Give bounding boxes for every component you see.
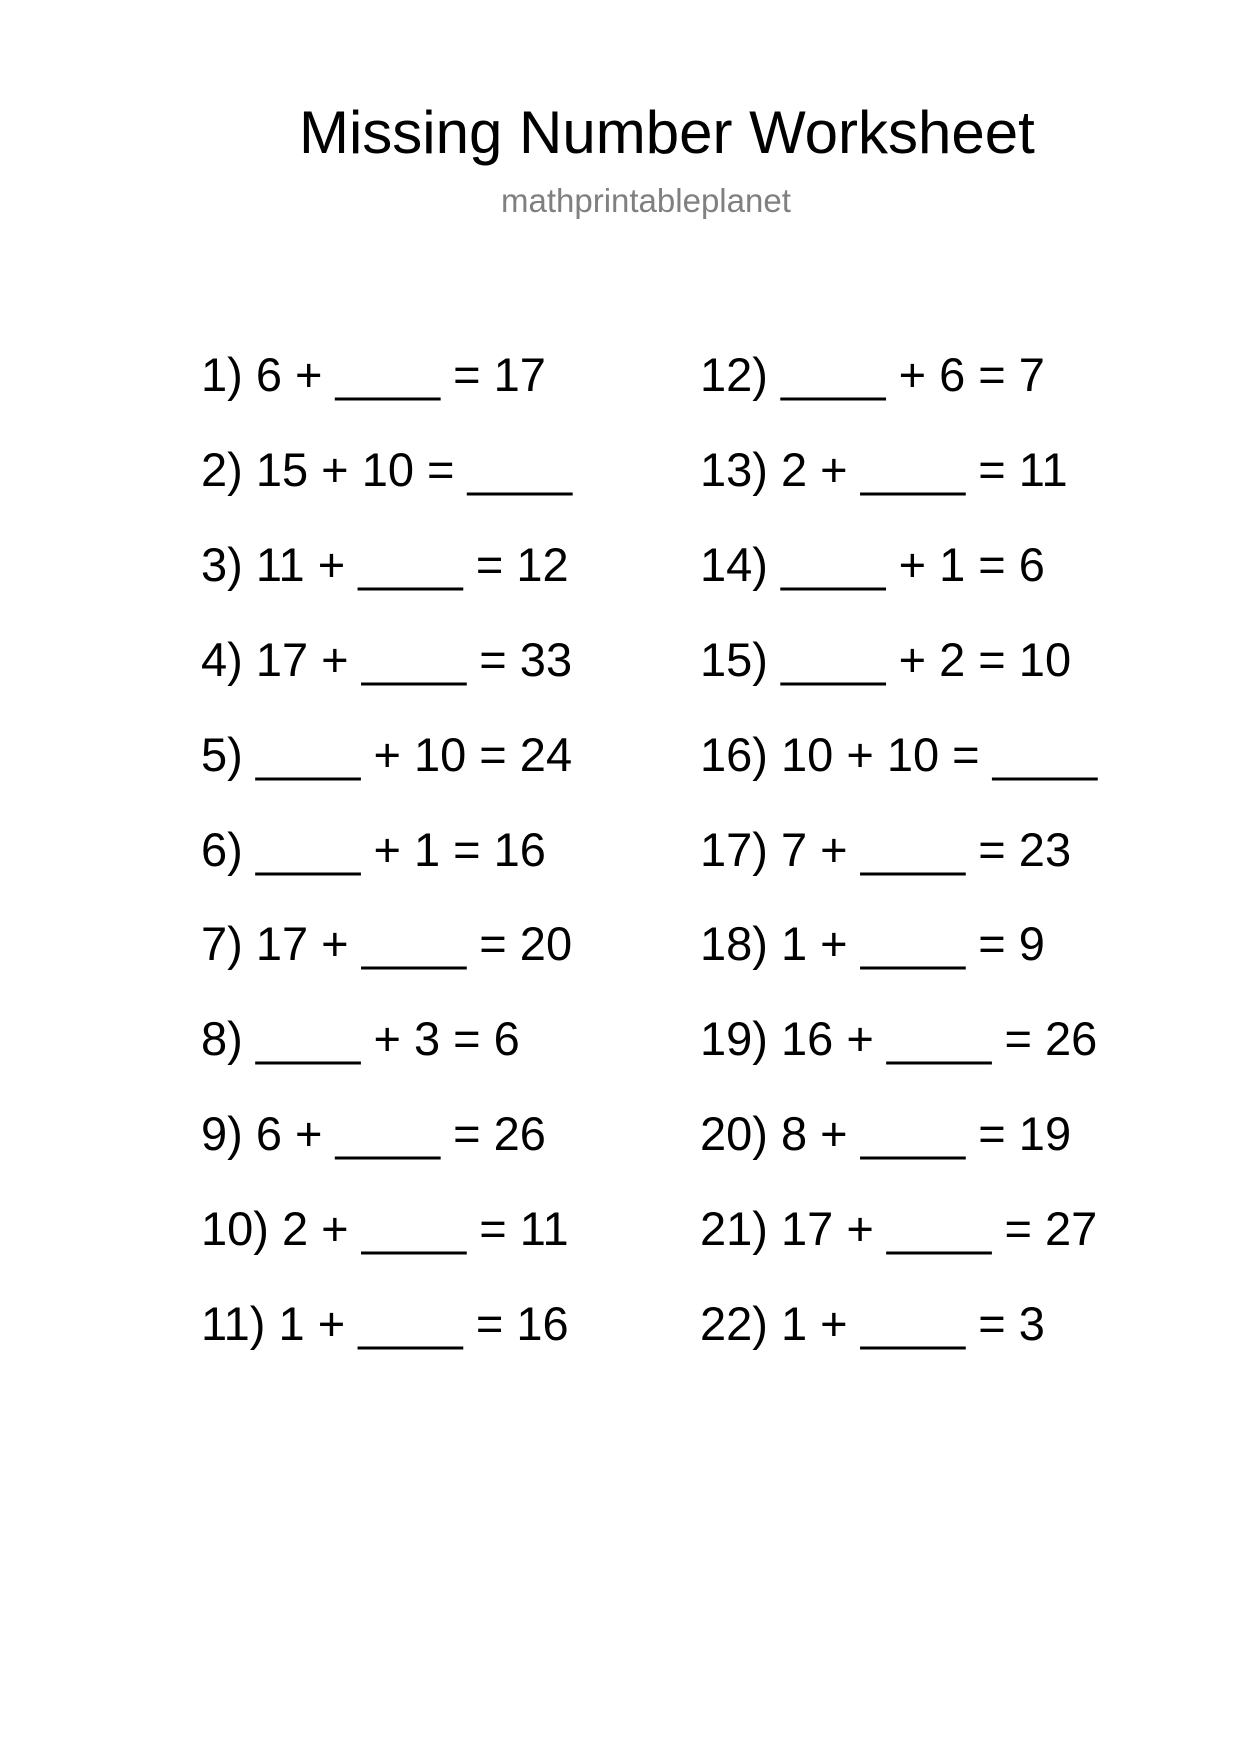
problem-4: 4) 17 + ____ = 33 — [201, 633, 573, 686]
problem-14: 14) ____ + 1 = 6 — [700, 538, 1045, 591]
problem-20: 20) 8 + ____ = 19 — [700, 1107, 1072, 1160]
problem-17: 17) 7 + ____ = 23 — [700, 823, 1072, 876]
worksheet-subtitle: mathprintableplanet — [501, 182, 791, 219]
problem-6: 6) ____ + 1 = 16 — [201, 823, 546, 876]
problem-5: 5) ____ + 10 = 24 — [201, 728, 573, 781]
problem-1: 1) 6 + ____ = 17 — [201, 348, 546, 401]
worksheet-title: Missing Number Worksheet — [299, 99, 1035, 166]
problem-10: 10) 2 + ____ = 11 — [201, 1202, 569, 1255]
problem-16: 16) 10 + 10 = ____ — [700, 728, 1098, 781]
problem-2: 2) 15 + 10 = ____ — [201, 443, 573, 496]
problem-15: 15) ____ + 2 = 10 — [700, 633, 1072, 686]
problem-22: 22) 1 + ____ = 3 — [700, 1297, 1045, 1350]
problem-13: 13) 2 + ____ = 11 — [700, 443, 1068, 496]
problem-7: 7) 17 + ____ = 20 — [201, 917, 573, 970]
problem-12: 12) ____ + 6 = 7 — [700, 348, 1045, 401]
problem-9: 9) 6 + ____ = 26 — [201, 1107, 546, 1160]
problem-3: 3) 11 + ____ = 12 — [201, 538, 569, 591]
problem-18: 18) 1 + ____ = 9 — [700, 917, 1045, 970]
problem-19: 19) 16 + ____ = 26 — [700, 1012, 1098, 1065]
problem-8: 8) ____ + 3 = 6 — [201, 1012, 520, 1065]
problem-21: 21) 17 + ____ = 27 — [700, 1202, 1098, 1255]
problem-11: 11) 1 + ____ = 16 — [201, 1297, 569, 1350]
